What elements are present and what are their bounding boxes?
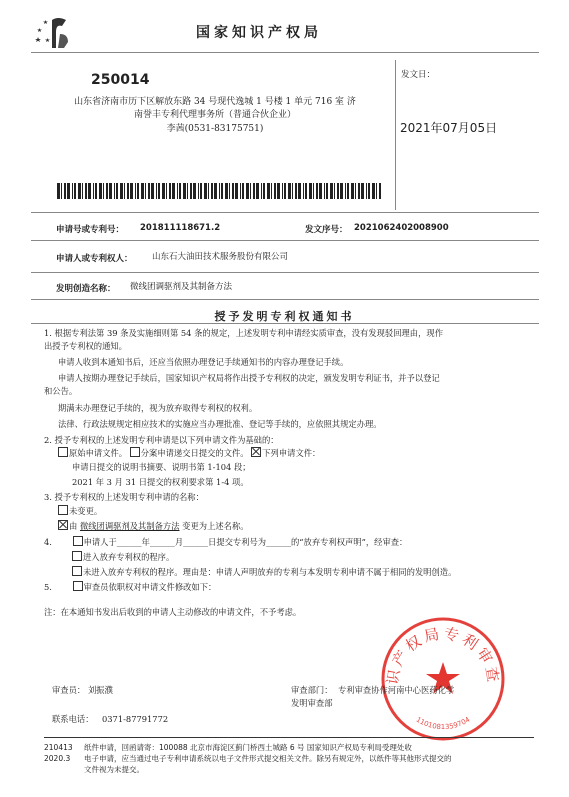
checkbox-waiver-entered[interactable]	[72, 551, 82, 561]
office-title: 国家知识产权局	[196, 25, 322, 41]
checkbox-original-docs[interactable]	[58, 447, 68, 457]
option-following-docs: 下列申请文件：	[262, 448, 321, 458]
para-3a: 申请人按期办理登记手续后，国家知识产权局将作出授予专利权的决定，颁发发明专利证书，并予以登记	[58, 373, 440, 383]
invention-label: 发明创造名称：	[56, 284, 116, 294]
section-4-option-2	[72, 566, 456, 578]
notice-title: 授予发明专利权通知书	[214, 310, 355, 323]
para-1b: 出授予专利权的通知。	[44, 341, 127, 351]
serial-number: 2021062402008900	[354, 223, 449, 233]
para-4: 期满未办理登记手续的，视为放弃取得专利权的权利。	[58, 403, 258, 413]
examiner-amend-text: 审查员依职权对申请文件修改如下：	[83, 582, 217, 592]
section-2-detail-2: 2021 年 3 月 31 日提交的权利要求第 1-4 项。	[72, 477, 249, 487]
option-waiver-entered: 进入放弃专利权的程序。	[83, 552, 175, 562]
section-4-number: 4.	[44, 537, 52, 547]
section-3-option-2	[58, 520, 249, 532]
para-1a: 1. 根据专利法第 39 条及实施细则第 54 条的规定，上述发明专利申请经实质审查，没有发现驳回理由，现作	[44, 328, 443, 338]
issue-date: 2021年07月05日	[400, 121, 498, 135]
dept-label: 审查部门：	[291, 685, 333, 695]
examiner-label: 审查员：	[52, 685, 86, 695]
footer-rule	[44, 737, 534, 738]
option-title-changed-prefix: 由	[69, 521, 78, 531]
section-2-options	[58, 447, 320, 459]
section-3-option-1	[58, 505, 102, 517]
checkbox-examiner-amend[interactable]	[73, 581, 83, 591]
para-3b: 和公告。	[44, 386, 78, 396]
app-no-label: 申请号或专利号：	[56, 225, 125, 235]
examiner-name: 刘振濮	[88, 685, 113, 695]
official-seal	[378, 614, 508, 744]
dept-name: 专利审查协作河南中心医药化学	[338, 685, 455, 695]
section-2-detail-1: 申请日提交的说明书摘要、说明书第 1-104 段；	[72, 462, 251, 472]
header-rule	[31, 52, 539, 53]
checkbox-title-changed[interactable]	[58, 520, 68, 530]
option-original-docs: 原始申请文件。	[69, 448, 128, 458]
serial-label: 发文序号：	[305, 225, 348, 235]
section-5	[44, 581, 216, 593]
rule-3	[31, 272, 539, 273]
issue-date-label: 发文日：	[401, 70, 436, 80]
footer-code-2: 2020.3	[44, 754, 71, 763]
option-waiver-not-entered: 未进入放弃专利权的程序。理由是：申请人声明放弃的专利与本发明专利申请不属于相同的发明创造。	[83, 567, 457, 577]
footer-line-3: 文件视为未提交。	[84, 765, 144, 774]
option-title-changed-suffix: 变更为上述名称。	[182, 521, 249, 531]
applicant-label: 申请人或专利权人：	[56, 254, 133, 264]
checkbox-divisional-docs[interactable]	[130, 447, 140, 457]
checkbox-waiver-statement[interactable]	[73, 536, 83, 546]
note: 注：在本通知书发出后收到的申请人主动修改的申请文件，不予考虑。	[44, 607, 302, 617]
address-divider	[395, 60, 396, 210]
checkbox-following-docs[interactable]	[251, 447, 261, 457]
rule-1	[31, 212, 539, 213]
seal-number: 1101081359704	[414, 715, 472, 732]
address-line-1: 山东省济南市历下区解放东路 34 号现代逸城 1 号楼 1 单元 716 室 济	[74, 97, 356, 107]
applicant: 山东石大油田技术服务股份有限公司	[152, 252, 289, 262]
original-title: 微线团调驱剂及其制备方法	[79, 521, 180, 531]
phone-label: 联系电话：	[52, 714, 94, 724]
para-2: 申请人收到本通知书后，还应当依照办理登记手续通知书的内容办理登记手续。	[58, 357, 349, 367]
dept-name-2: 发明审查部	[291, 698, 333, 708]
para-5: 法律、行政法规规定相应技术的实施应当办理批准、登记等手续的，应依照其规定办理。	[58, 419, 382, 429]
rule-5	[31, 323, 539, 324]
option-unchanged: 未变更。	[69, 506, 103, 516]
invention-title: 微线团调驱剂及其制备方法	[130, 282, 233, 292]
phone-number: 0371-87791772	[102, 714, 169, 724]
footer-line-2: 电子申请，应当通过电子专利申请系统以电子文件形式提交相关文件。除另有规定外，以纸件等其他形式提交的	[84, 754, 452, 763]
footer-code-1: 210413	[44, 743, 73, 752]
rule-4	[31, 299, 539, 300]
svg-text:1101081359704	[415, 715, 472, 731]
section-2-heading: 2. 授予专利权的上述发明专利申请是以下列申请文件为基础的：	[44, 435, 279, 445]
rule-2	[31, 240, 539, 241]
waiver-statement-text: 申请人于______年______月______日提交专利号为______的“放弃专利权声明”，经审查：	[83, 537, 408, 547]
section-5-number: 5.	[44, 582, 52, 592]
checkbox-unchanged[interactable]	[58, 505, 68, 515]
cnipa-logo	[32, 12, 72, 52]
address-line-2: 南誉丰专利代理事务所（普通合伙企业）	[133, 110, 296, 120]
section-4-option-1	[72, 551, 174, 563]
barcode	[57, 183, 383, 199]
section-3-heading: 3. 授予专利权的上述发明专利申请的名称：	[44, 492, 204, 502]
app-no: 201811118671.2	[140, 223, 221, 233]
checkbox-waiver-not-entered[interactable]	[72, 566, 82, 576]
postcode: 250014	[91, 72, 150, 88]
seal-text: 识产权局专利审查	[383, 624, 503, 687]
contact: 李茜(0531-83175751)	[166, 124, 264, 134]
footer-line-1: 纸件申请，回函请寄：100088 北京市海淀区蓟门桥西土城路 6 号 国家知识产权局专利局受理处收	[84, 743, 412, 752]
option-divisional-docs: 分案申请递交日提交的文件。	[140, 448, 249, 458]
section-4	[44, 536, 407, 548]
